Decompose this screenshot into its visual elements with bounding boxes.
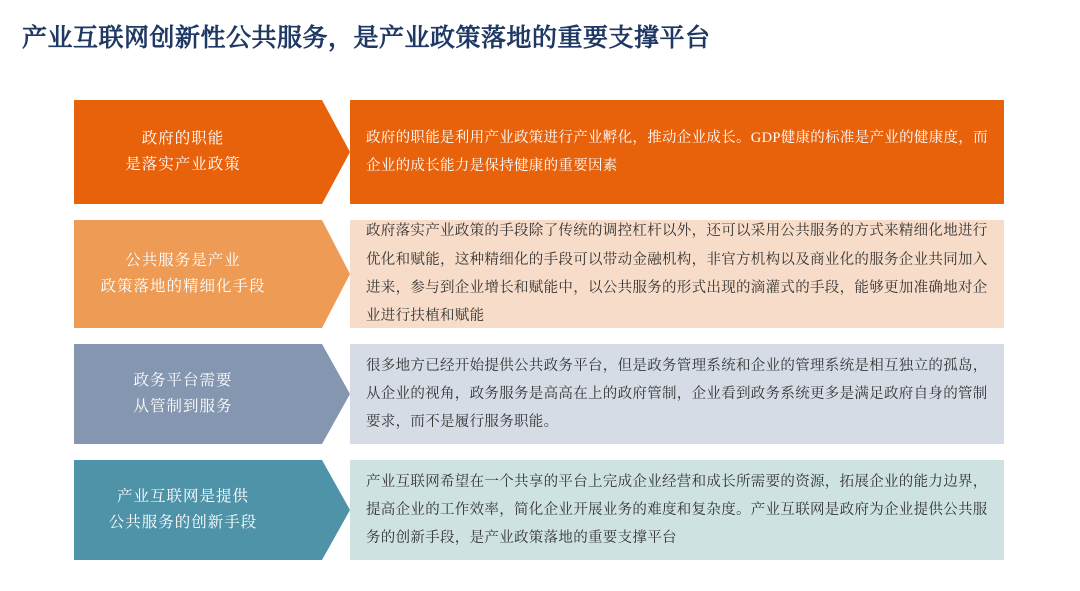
row-label-box [74, 460, 292, 560]
row-body-text: 很多地方已经开始提供公共政务平台，但是政务管理系统和企业的管理系统是相互独立的孤岛，从企业的视角，政务服务是高高在上的政府管制，企业看到政务系统更多是满足政府自身的管制要求，而不是履行服务职能。 [366, 357, 988, 431]
row-body-box [350, 460, 1004, 560]
row-label-box [74, 344, 292, 444]
row-label-line1: 公共服务是产业 [125, 251, 241, 269]
row-label-line2: 公共服务的创新手段 [108, 514, 258, 531]
row-label-line2: 是落实产业政策 [125, 156, 241, 173]
row-body-box [350, 220, 1004, 328]
row-body-box [350, 100, 1004, 204]
row-body-text: 产业互联网希望在一个共享的平台上完成企业经营和成长所需要的资源，拓展企业的能力边界，提高企业的工作效率，简化企业开展业务的难度和复杂度。产业互联网是政府为企业提供公共服务的创新手段，是产业政策落地的重要支撑平台 [366, 473, 988, 547]
bottom-margin [0, 577, 1080, 591]
row-label-line2: 从管制到服务 [133, 398, 233, 415]
row-label-box [74, 220, 292, 328]
content-row [74, 344, 1004, 444]
content-row [74, 460, 1004, 560]
arrow-icon [292, 460, 350, 560]
arrow-icon [292, 100, 350, 204]
arrow-connector [292, 460, 350, 560]
page-title: 产业互联网创新性公共服务，是产业政策落地的重要支撑平台 [22, 24, 711, 52]
arrow-connector [292, 100, 350, 204]
arrow-connector [292, 344, 350, 444]
row-label-line1: 政府的职能 [141, 129, 225, 147]
arrow-icon [292, 344, 350, 444]
row-body-text: 政府的职能是利用产业政策进行产业孵化，推动企业成长。GDP健康的标准是产业的健康度，而企业的成长能力是保持健康的重要因素 [366, 129, 988, 174]
row-body-text: 政府落实产业政策的手段除了传统的调控杠杆以外，还可以采用公共服务的方式来精细化地进行优化和赋能，这种精细化的手段可以带动金融机构，非官方机构以及商业化的服务企业共同加入进来，参与到企业增长和赋能中，以公共服务的形式出现的滴灌式的手段，能够更加准确地对企业进行扶植和赋能 [366, 223, 988, 325]
row-label-line1: 产业互联网是提供 [116, 487, 249, 505]
content-rows [74, 100, 1004, 576]
content-row [74, 220, 1004, 328]
row-label-line1: 政务平台需要 [133, 371, 233, 389]
arrow-icon [292, 220, 350, 328]
arrow-connector [292, 220, 350, 328]
content-row [74, 100, 1004, 204]
row-label-box [74, 100, 292, 204]
row-body-box [350, 344, 1004, 444]
row-label-line2: 政策落地的精细化手段 [100, 278, 266, 295]
